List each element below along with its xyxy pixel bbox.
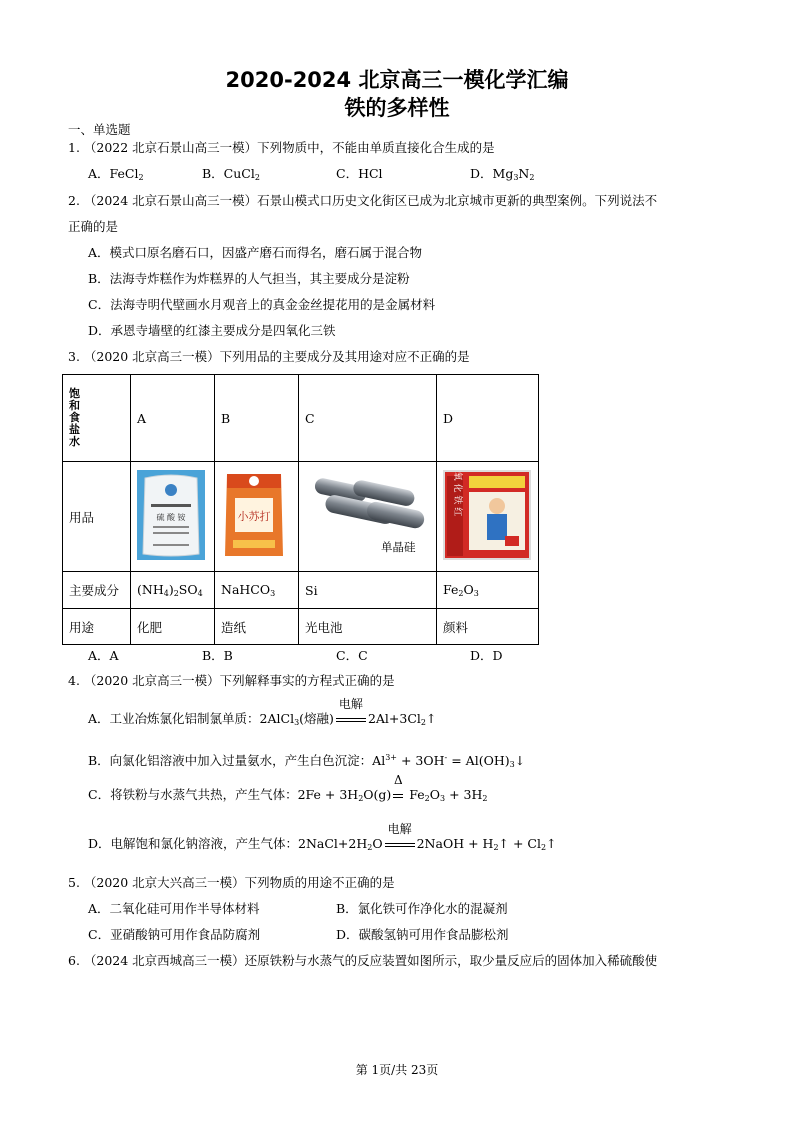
baking-soda-bag-image (221, 470, 287, 560)
q2-stem-line1: 2. （2024 北京石景山高三一模）石景山模式口历史文化街区已成为北京城市更新的典型案例。下列说法不 (68, 193, 658, 208)
q3-option-c: C．C (336, 648, 368, 663)
q2-option-b: B．法海寺炸糕作为炸糕界的人气担当，其主要成分是淀粉 (88, 271, 410, 286)
q5-stem: 5. （2020 北京大兴高三一模）下列物质的用途不正确的是 (68, 875, 395, 890)
q4-option-c: C．将铁粉与水蒸气共热，产生气体：$2Fe + 3H_2O(g)$ Δ $Fe_2O_3 + 3H_2$ (88, 773, 488, 803)
svg-text:纯 氧 化 铁 红: 纯 氧 化 铁 红 (452, 470, 462, 517)
q3-option-d: D．D (470, 648, 503, 663)
q6-stem: 6. （2024 北京西城高三一模）还原铁粉与水蒸气的反应装置如图所示，取少量反应后的固体加入稀硫酸使 (68, 953, 658, 968)
q4-stem: 4. （2020 北京高三一模）下列解释事实的方程式正确的是 (68, 673, 395, 688)
section-heading: 一、单选题 (68, 122, 131, 137)
svg-text:硫 酸 铵: 硫 酸 铵 (156, 513, 186, 522)
row-label-use: 用途 (63, 609, 131, 645)
cell-image-d (437, 462, 539, 572)
q1-stem: 1. （2022 北京石景山高三一模）下列物质中，不能由单质直接化合生成的是 (68, 140, 495, 155)
q1-option-c: C．HCl (336, 166, 383, 181)
q5-option-a: A．二氧化硅可用作半导体材料 (88, 901, 260, 916)
q2-stem-line2: 正确的是 (68, 219, 119, 234)
page-footer: 第 1页/共 23页 (355, 1063, 439, 1077)
q2-option-c: C．法海寺明代壁画水月观音上的真金金丝提花用的是金属材料 (88, 297, 436, 312)
cell-main-c: Si (299, 572, 437, 609)
cell-image-a (131, 462, 215, 572)
ammonium-sulfate-bag-image (137, 470, 205, 560)
cell-image-b (215, 462, 299, 572)
document-subtitle: 铁的多样性 (344, 96, 450, 120)
q4-option-b: B．向氯化铝溶液中加入过量氨水，产生白色沉淀：$Al^{3+} + 3OH^-$ = $Al(OH)_3↓$ (88, 753, 526, 769)
cell-main-a: $(NH_4)_2SO_4$ (131, 572, 215, 609)
q1-option-d: D．$Mg_3N_2$ (470, 166, 535, 182)
cell-use-a: 化肥 (131, 609, 215, 645)
table-corner-cell: 饱和食盐水 (63, 375, 131, 462)
cell-use-b: 造纸 (215, 609, 299, 645)
header-a: A (131, 375, 215, 462)
cell-main-b: NaHCO$_3$ (215, 572, 299, 609)
q3-option-b: B．B (202, 648, 233, 663)
header-d: D (437, 375, 539, 462)
q1-option-a: A．FeCl$_2$ (88, 166, 144, 182)
q3-option-a: A．A (88, 648, 119, 663)
row-label-main: 主要成分 (63, 572, 131, 609)
q1-option-b: B．CuCl$_2$ (202, 166, 260, 182)
iron-oxide-red-box-image (443, 470, 531, 560)
cell-main-d: $Fe_2O_3$ (437, 572, 539, 609)
q3-table (62, 374, 539, 645)
q3-stem: 3. （2020 北京高三一模）下列用品的主要成分及其用途对应不正确的是 (68, 349, 470, 364)
document-title: 2020-2024 北京高三一模化学汇编 (225, 68, 569, 92)
cell-image-c (299, 462, 437, 572)
q2-option-d: D．承恩寺墙壁的红漆主要成分是四氧化三铁 (88, 323, 336, 338)
q2-option-a: A．模式口原名磨石口，因盛产磨石而得名，磨石属于混合物 (88, 245, 423, 260)
row-label-item: 用品 (63, 462, 131, 572)
svg-text:小苏打: 小苏打 (237, 510, 271, 523)
header-b: B (215, 375, 299, 462)
q5-option-d: D．碳酸氢钠可用作食品膨松剂 (336, 927, 509, 942)
q5-option-b: B．氯化铁可作净化水的混凝剂 (336, 901, 508, 916)
q4-option-d: D．电解饱和氯化钠溶液，产生气体：$2NaCl+2H_2O$ 电解 2NaOH + $H_2↑$ + $Cl_2↑$ (88, 822, 557, 852)
cell-use-d: 颜料 (437, 609, 539, 645)
header-c: C (299, 375, 437, 462)
cell-use-c: 光电池 (299, 609, 437, 645)
q4-option-a: A．工业冶炼氯化铝制氯单质：2AlCl$_3$(熔融) 电解 $2Al+3Cl_2↑$ (88, 697, 437, 727)
q5-option-c: C．亚硝酸钠可用作食品防腐剂 (88, 927, 261, 942)
